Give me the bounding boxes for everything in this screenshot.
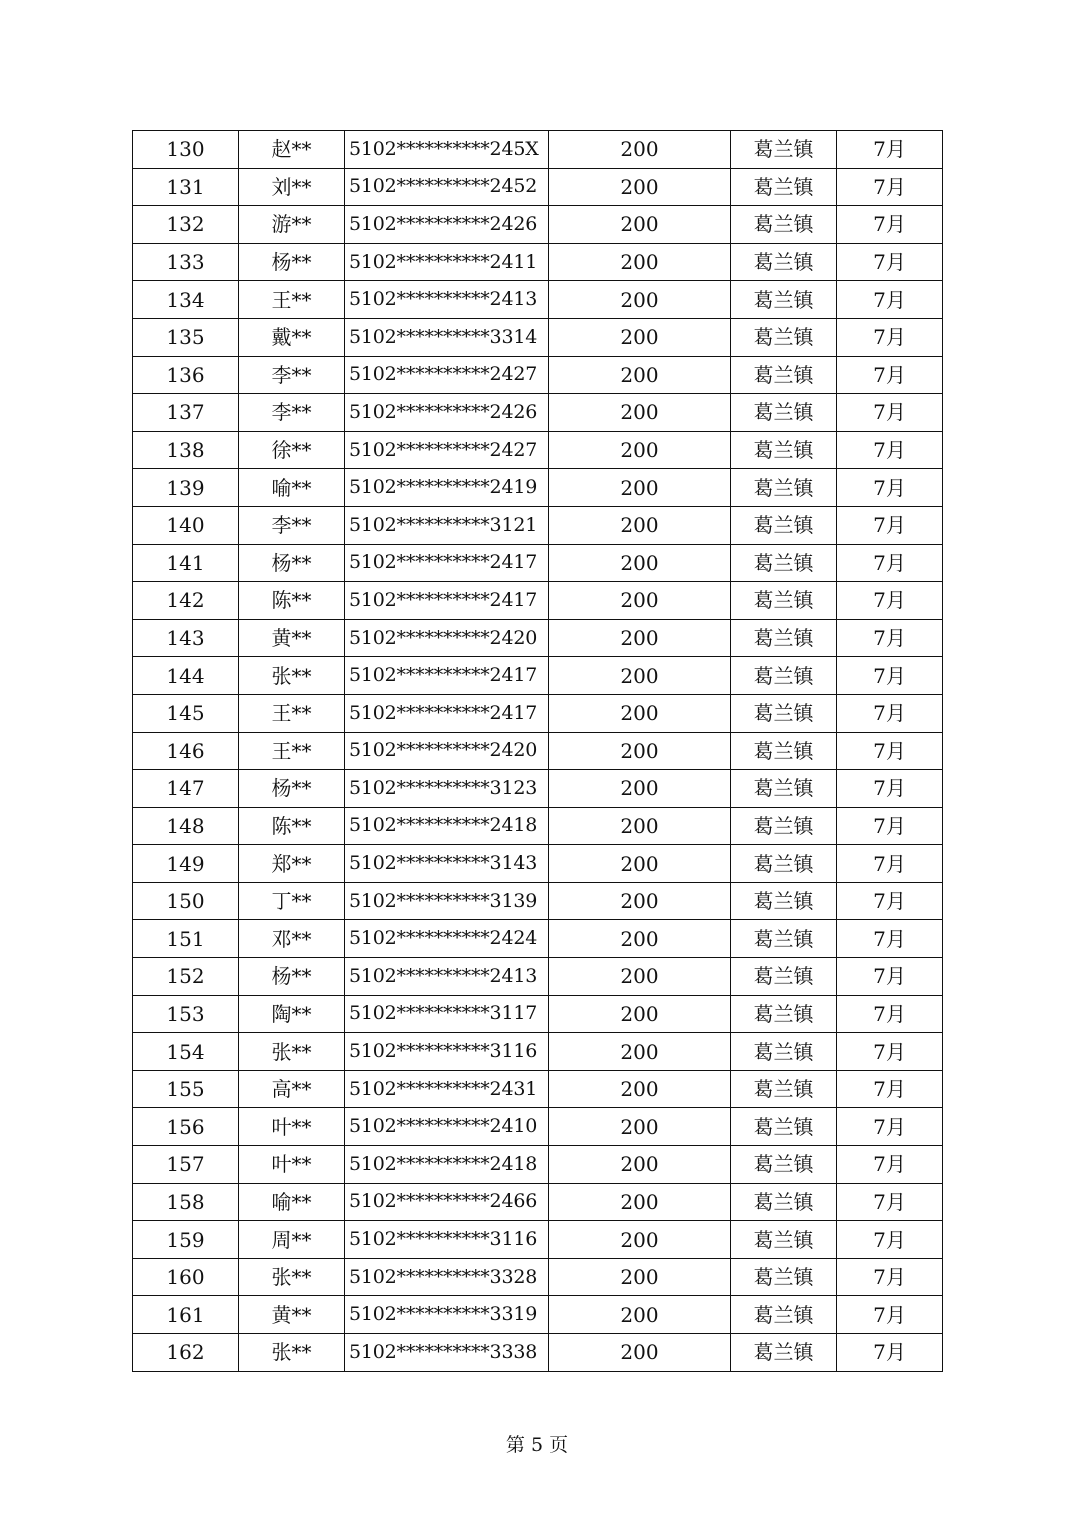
month-cell: 7月 [837,1334,943,1372]
town-cell: 葛兰镇 [731,243,837,281]
page-number: 第 5 页 [505,1434,569,1456]
table-row [133,1146,943,1184]
row-number-cell: 158 [133,1183,239,1221]
table-row [133,1258,943,1296]
id-number-cell: 5102**********3116 [345,1221,549,1259]
amount-cell: 200 [549,1108,731,1146]
town-cell: 葛兰镇 [731,657,837,695]
amount-cell: 200 [549,1334,731,1372]
town-cell: 葛兰镇 [731,1033,837,1071]
town-cell: 葛兰镇 [731,544,837,582]
amount-cell: 200 [549,243,731,281]
amount-cell: 200 [549,431,731,469]
table-row [133,1296,943,1334]
row-number-cell: 157 [133,1146,239,1184]
table-row [133,469,943,507]
month-cell: 7月 [837,1258,943,1296]
month-cell: 7月 [837,882,943,920]
row-number-cell: 148 [133,807,239,845]
row-number-cell: 134 [133,281,239,319]
name-cell: 喻** [239,469,345,507]
month-cell: 7月 [837,356,943,394]
amount-cell: 200 [549,318,731,356]
name-cell: 张** [239,1033,345,1071]
id-number-cell: 5102**********2431 [345,1070,549,1108]
month-cell: 7月 [837,1108,943,1146]
name-cell: 高** [239,1070,345,1108]
name-cell: 喻** [239,1183,345,1221]
town-cell: 葛兰镇 [731,356,837,394]
id-number-cell: 5102**********3338 [345,1334,549,1372]
id-number-cell: 5102**********2466 [345,1183,549,1221]
row-number-cell: 144 [133,657,239,695]
month-cell: 7月 [837,281,943,319]
table-row [133,582,943,620]
amount-cell: 200 [549,732,731,770]
name-cell: 张** [239,657,345,695]
table-row [133,920,943,958]
name-cell: 王** [239,281,345,319]
id-number-cell: 5102**********3143 [345,845,549,883]
town-cell: 葛兰镇 [731,1183,837,1221]
month-cell: 7月 [837,131,943,169]
row-number-cell: 139 [133,469,239,507]
town-cell: 葛兰镇 [731,1258,837,1296]
name-cell: 陈** [239,807,345,845]
town-cell: 葛兰镇 [731,920,837,958]
table-row [133,1108,943,1146]
amount-cell: 200 [549,770,731,808]
month-cell: 7月 [837,1070,943,1108]
id-number-cell: 5102**********3319 [345,1296,549,1334]
name-cell: 李** [239,356,345,394]
table-row [133,394,943,432]
row-number-cell: 149 [133,845,239,883]
data-table [132,130,943,1372]
town-cell: 葛兰镇 [731,882,837,920]
id-number-cell: 5102**********2413 [345,958,549,996]
amount-cell: 200 [549,694,731,732]
name-cell: 杨** [239,243,345,281]
month-cell: 7月 [837,544,943,582]
town-cell: 葛兰镇 [731,1070,837,1108]
town-cell: 葛兰镇 [731,168,837,206]
row-number-cell: 142 [133,582,239,620]
amount-cell: 200 [549,1296,731,1334]
row-number-cell: 140 [133,506,239,544]
amount-cell: 200 [549,882,731,920]
month-cell: 7月 [837,845,943,883]
row-number-cell: 141 [133,544,239,582]
amount-cell: 200 [549,1070,731,1108]
table-row [133,281,943,319]
row-number-cell: 147 [133,770,239,808]
row-number-cell: 130 [133,131,239,169]
town-cell: 葛兰镇 [731,732,837,770]
row-number-cell: 137 [133,394,239,432]
table-row [133,131,943,169]
table-row [133,845,943,883]
table-row [133,1221,943,1259]
table-row [133,206,943,244]
id-number-cell: 5102**********3123 [345,770,549,808]
amount-cell: 200 [549,619,731,657]
row-number-cell: 133 [133,243,239,281]
amount-cell: 200 [549,1183,731,1221]
name-cell: 黄** [239,1296,345,1334]
town-cell: 葛兰镇 [731,619,837,657]
table-row [133,958,943,996]
name-cell: 李** [239,394,345,432]
month-cell: 7月 [837,958,943,996]
name-cell: 陶** [239,995,345,1033]
town-cell: 葛兰镇 [731,694,837,732]
row-number-cell: 132 [133,206,239,244]
id-number-cell: 5102**********2420 [345,619,549,657]
id-number-cell: 5102**********2419 [345,469,549,507]
table-row [133,431,943,469]
row-number-cell: 155 [133,1070,239,1108]
town-cell: 葛兰镇 [731,131,837,169]
amount-cell: 200 [549,506,731,544]
month-cell: 7月 [837,995,943,1033]
amount-cell: 200 [549,544,731,582]
id-number-cell: 5102**********3139 [345,882,549,920]
table-row [133,243,943,281]
table-row [133,770,943,808]
month-cell: 7月 [837,168,943,206]
id-number-cell: 5102**********2418 [345,807,549,845]
row-number-cell: 161 [133,1296,239,1334]
amount-cell: 200 [549,845,731,883]
name-cell: 邓** [239,920,345,958]
amount-cell: 200 [549,1221,731,1259]
row-number-cell: 153 [133,995,239,1033]
name-cell: 杨** [239,544,345,582]
town-cell: 葛兰镇 [731,807,837,845]
month-cell: 7月 [837,920,943,958]
row-number-cell: 143 [133,619,239,657]
id-number-cell: 5102**********2424 [345,920,549,958]
id-number-cell: 5102**********2427 [345,356,549,394]
id-number-cell: 5102**********3121 [345,506,549,544]
month-cell: 7月 [837,469,943,507]
id-number-cell: 5102**********3328 [345,1258,549,1296]
amount-cell: 200 [549,807,731,845]
table-row [133,356,943,394]
row-number-cell: 152 [133,958,239,996]
town-cell: 葛兰镇 [731,770,837,808]
id-number-cell: 5102**********2426 [345,394,549,432]
amount-cell: 200 [549,131,731,169]
amount-cell: 200 [549,168,731,206]
name-cell: 李** [239,506,345,544]
amount-cell: 200 [549,657,731,695]
id-number-cell: 5102**********2427 [345,431,549,469]
table-row [133,318,943,356]
name-cell: 叶** [239,1146,345,1184]
amount-cell: 200 [549,469,731,507]
month-cell: 7月 [837,506,943,544]
town-cell: 葛兰镇 [731,1108,837,1146]
amount-cell: 200 [549,1146,731,1184]
month-cell: 7月 [837,1183,943,1221]
town-cell: 葛兰镇 [731,469,837,507]
name-cell: 杨** [239,958,345,996]
town-cell: 葛兰镇 [731,506,837,544]
amount-cell: 200 [549,394,731,432]
name-cell: 徐** [239,431,345,469]
town-cell: 葛兰镇 [731,1334,837,1372]
id-number-cell: 5102**********2426 [345,206,549,244]
table-row [133,1183,943,1221]
id-number-cell: 5102**********2417 [345,582,549,620]
id-number-cell: 5102**********2418 [345,1146,549,1184]
table-row [133,882,943,920]
table-body [133,131,943,1372]
row-number-cell: 151 [133,920,239,958]
table-row [133,657,943,695]
name-cell: 黄** [239,619,345,657]
row-number-cell: 156 [133,1108,239,1146]
table-row [133,807,943,845]
id-number-cell: 5102**********2411 [345,243,549,281]
month-cell: 7月 [837,1033,943,1071]
month-cell: 7月 [837,619,943,657]
month-cell: 7月 [837,206,943,244]
name-cell: 叶** [239,1108,345,1146]
row-number-cell: 154 [133,1033,239,1071]
row-number-cell: 159 [133,1221,239,1259]
name-cell: 戴** [239,318,345,356]
id-number-cell: 5102**********2417 [345,657,549,695]
table-row [133,1334,943,1372]
name-cell: 赵** [239,131,345,169]
table-row [133,732,943,770]
amount-cell: 200 [549,1258,731,1296]
table-row [133,1070,943,1108]
town-cell: 葛兰镇 [731,1146,837,1184]
month-cell: 7月 [837,694,943,732]
name-cell: 王** [239,694,345,732]
id-number-cell: 5102**********2420 [345,732,549,770]
amount-cell: 200 [549,281,731,319]
id-number-cell: 5102**********2413 [345,281,549,319]
table-row [133,544,943,582]
amount-cell: 200 [549,356,731,394]
name-cell: 张** [239,1258,345,1296]
name-cell: 刘** [239,168,345,206]
row-number-cell: 160 [133,1258,239,1296]
name-cell: 杨** [239,770,345,808]
table-row [133,694,943,732]
town-cell: 葛兰镇 [731,958,837,996]
name-cell: 丁** [239,882,345,920]
id-number-cell: 5102**********3116 [345,1033,549,1071]
town-cell: 葛兰镇 [731,582,837,620]
id-number-cell: 5102**********3117 [345,995,549,1033]
month-cell: 7月 [837,732,943,770]
name-cell: 游** [239,206,345,244]
town-cell: 葛兰镇 [731,995,837,1033]
month-cell: 7月 [837,1221,943,1259]
table-row [133,619,943,657]
town-cell: 葛兰镇 [731,394,837,432]
month-cell: 7月 [837,582,943,620]
month-cell: 7月 [837,431,943,469]
table-row [133,1033,943,1071]
name-cell: 张** [239,1334,345,1372]
id-number-cell: 5102**********2417 [345,544,549,582]
town-cell: 葛兰镇 [731,206,837,244]
id-number-cell: 5102**********245X [345,131,549,169]
amount-cell: 200 [549,582,731,620]
row-number-cell: 136 [133,356,239,394]
table-row [133,506,943,544]
row-number-cell: 162 [133,1334,239,1372]
amount-cell: 200 [549,958,731,996]
id-number-cell: 5102**********2452 [345,168,549,206]
row-number-cell: 138 [133,431,239,469]
id-number-cell: 5102**********2417 [345,694,549,732]
amount-cell: 200 [549,920,731,958]
amount-cell: 200 [549,995,731,1033]
name-cell: 郑** [239,845,345,883]
town-cell: 葛兰镇 [731,1221,837,1259]
month-cell: 7月 [837,1296,943,1334]
id-number-cell: 5102**********3314 [345,318,549,356]
id-number-cell: 5102**********2410 [345,1108,549,1146]
row-number-cell: 145 [133,694,239,732]
row-number-cell: 150 [133,882,239,920]
table-row [133,168,943,206]
row-number-cell: 135 [133,318,239,356]
month-cell: 7月 [837,1146,943,1184]
amount-cell: 200 [549,206,731,244]
month-cell: 7月 [837,657,943,695]
town-cell: 葛兰镇 [731,845,837,883]
row-number-cell: 146 [133,732,239,770]
month-cell: 7月 [837,807,943,845]
month-cell: 7月 [837,318,943,356]
amount-cell: 200 [549,1033,731,1071]
table-row [133,995,943,1033]
month-cell: 7月 [837,243,943,281]
name-cell: 周** [239,1221,345,1259]
month-cell: 7月 [837,770,943,808]
town-cell: 葛兰镇 [731,1296,837,1334]
town-cell: 葛兰镇 [731,281,837,319]
month-cell: 7月 [837,394,943,432]
name-cell: 陈** [239,582,345,620]
town-cell: 葛兰镇 [731,318,837,356]
name-cell: 王** [239,732,345,770]
row-number-cell: 131 [133,168,239,206]
town-cell: 葛兰镇 [731,431,837,469]
